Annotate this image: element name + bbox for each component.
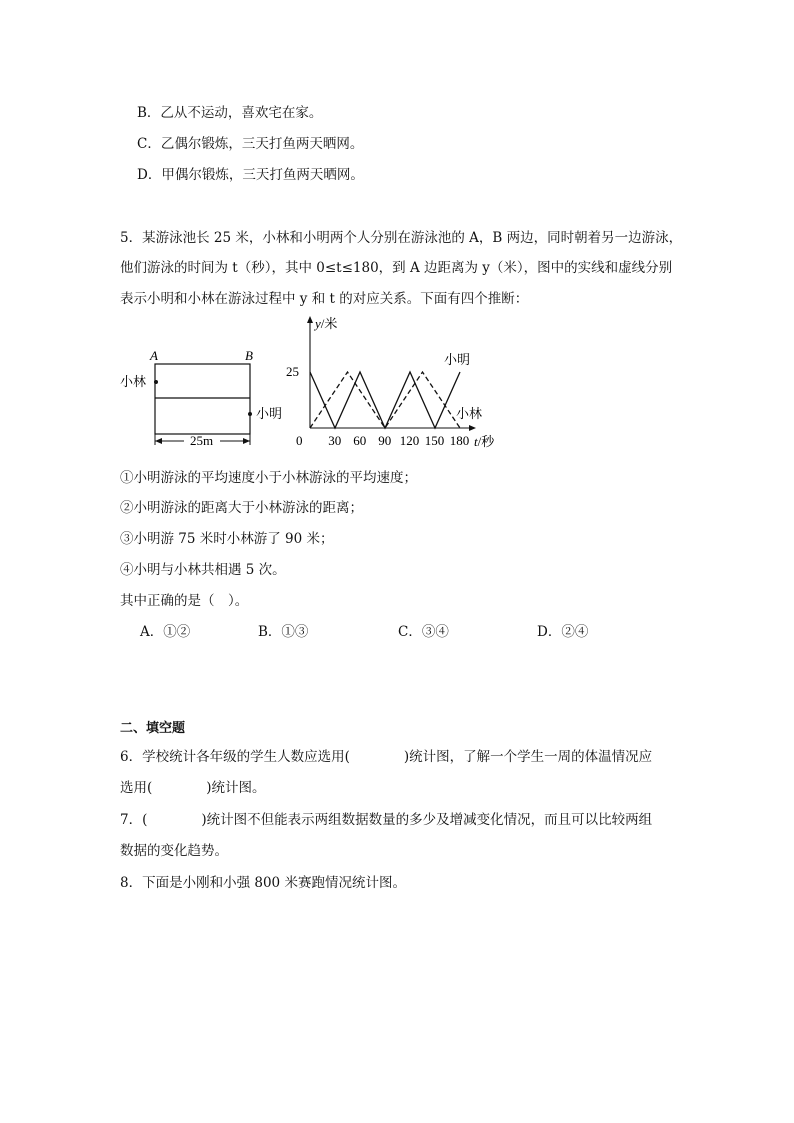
statement-2 (120, 499, 363, 517)
statement-3-mark: ③ (120, 531, 134, 547)
x-axis-arrow (469, 425, 476, 431)
statement-3 (120, 530, 334, 548)
pool-label-a: A (150, 348, 158, 363)
q8-line1: 8．下面是小刚和小强 800 米赛跑情况统计图。 (120, 875, 406, 891)
statement-2-text: 小明游泳的距离大于小林游泳的距离； (133, 500, 363, 516)
q5-option-d: D．②④ (537, 624, 589, 640)
x-tick-label-120: 120 (399, 433, 420, 448)
x-tick-label-60: 60 (353, 433, 367, 448)
q4-option-d: D．甲偶尔锻炼，三天打鱼两天晒网。 (137, 167, 364, 183)
q5-option-b: B．①③ (258, 624, 309, 640)
series-line-xiaolin (310, 372, 460, 428)
x-tick-label-90: 90 (378, 433, 392, 448)
statement-1-text: 小明游泳的平均速度小于小林游泳的平均速度； (133, 470, 417, 486)
series-line-xiaoming (310, 372, 460, 428)
pool-label-xiaoming: 小明 (256, 406, 283, 421)
statement-2-mark: ② (120, 500, 134, 516)
q6-line2: 选用( )统计图。 (120, 780, 266, 796)
statement-4-mark: ④ (120, 562, 134, 578)
q5-option-a: A．①② (140, 624, 191, 640)
origin-label: 0 (296, 433, 303, 448)
section-title: 二、填空题 (120, 721, 186, 736)
statement-3-text: 小明游 75 米时小林游了 90 米； (133, 531, 334, 547)
pool-length-label: 25m (190, 433, 214, 448)
q5-text-line3: 表示小明和小林在游泳过程中 y 和 t 的对应关系。下面有四个推断： (120, 291, 529, 307)
series-label-xiaoming: 小明 (444, 352, 471, 367)
q7-line2: 数据的变化趋势。 (120, 843, 228, 859)
y-axis-arrow (307, 316, 313, 323)
q5-option-c: C．③④ (398, 624, 449, 640)
q6-line1: 6．学校统计各年级的学生人数应选用( )统计图，了解一个学生一周的体温情况应 (120, 749, 653, 765)
series-label-xiaolin: 小林 (456, 406, 483, 421)
pool-diagram (110, 345, 290, 455)
distance-time-chart (280, 310, 500, 455)
x-tick-label-150: 150 (424, 433, 445, 448)
pool-label-xiaolin: 小林 (120, 374, 147, 389)
xiaolin-dot (154, 380, 158, 384)
statement-1-mark: ① (120, 470, 134, 486)
x-axis-label: t/秒 (474, 434, 495, 449)
y-axis-label: y/米 (315, 316, 338, 331)
statement-4 (120, 561, 286, 579)
x-tick-label-30: 30 (328, 433, 342, 448)
pool-label-b: B (245, 348, 253, 363)
statement-4-text: 小明与小林共相遇 5 次。 (133, 562, 286, 578)
x-tick-label-180: 180 (449, 433, 470, 448)
q7-line1: 7．( )统计图不但能表示两组数据数量的多少及增减变化情况，而且可以比较两组 (120, 812, 653, 828)
y-tick-label-25: 25 (286, 364, 299, 379)
xiaoming-dot (248, 412, 252, 416)
statement-1 (120, 469, 417, 487)
q5-question: 其中正确的是（ ）。 (120, 593, 249, 609)
q4-option-c: C．乙偶尔锻炼，三天打鱼两天晒网。 (137, 136, 364, 152)
q5-text-line1: 5．某游泳池长 25 米，小林和小明两个人分别在游泳池的 A，B 两边，同时朝着另一边游泳， (120, 230, 683, 246)
q5-text-line2: 他们游泳的时间为 t（秒），其中 0≤t≤180，到 A 边距离为 y（米），图中的实线和虚线分别 (120, 260, 673, 276)
q4-option-b: B．乙从不运动，喜欢宅在家。 (137, 105, 323, 121)
